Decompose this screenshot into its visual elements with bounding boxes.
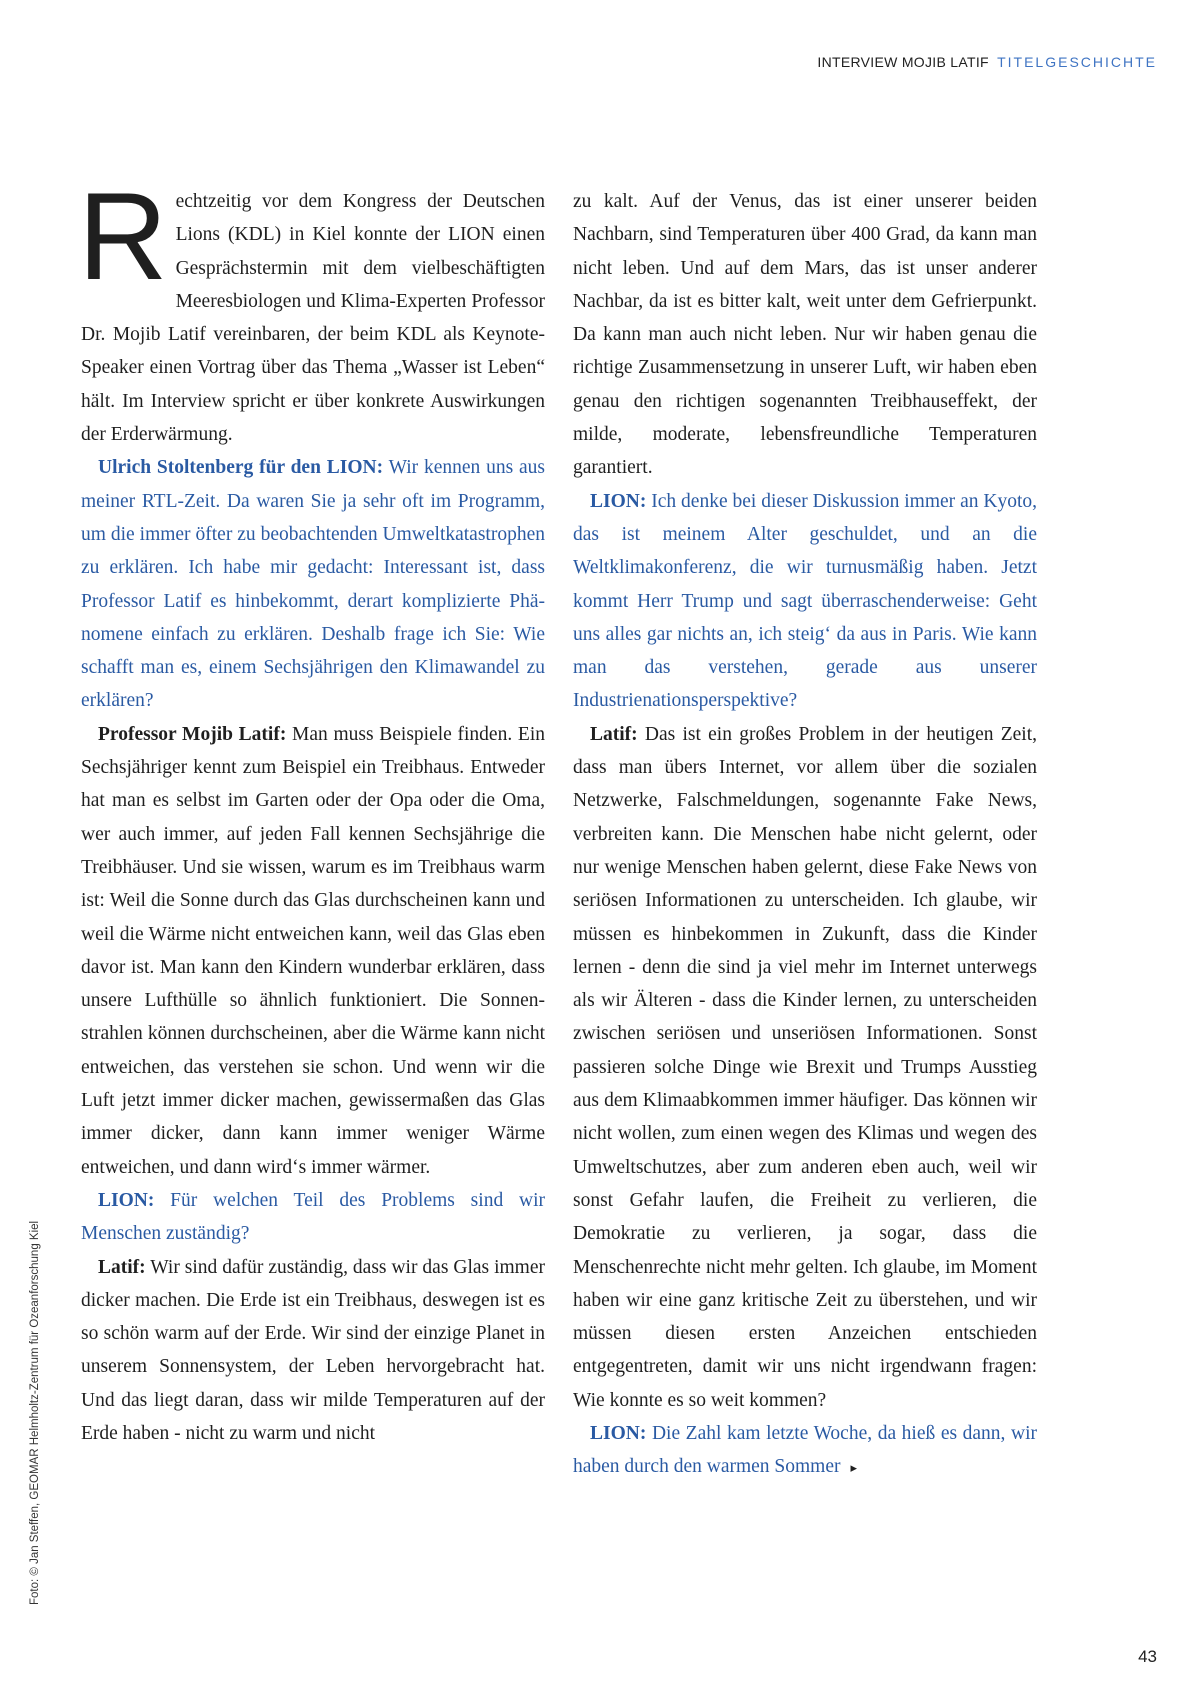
- interview-paragraph: [81, 718, 545, 1184]
- speaker-label: Latif:: [590, 723, 638, 745]
- photo-credit: Foto: © Jan Steffen, GEOMAR Helmholtz-Zentrum für Ozeanforschung Kiel: [29, 1220, 41, 1605]
- intro-text: echtzeitig vor dem Kongress der Deutschen Lions (KDL) in Kiel konnte der LION einen Gesprächstermin mit dem vielbeschäftigten Meeresbiologen und Klima-Experten Professor Dr. Mojib Latif vereinbaren, der beim KDL als Keynote-Speaker einen Vortrag über das Thema „Wasser ist Leben“ hält. Im Interview spricht er über konkrete Auswirkungen der Erderwärmung.: [81, 191, 545, 446]
- speaker-label: LION:: [590, 1422, 647, 1444]
- interview-paragraph: [81, 1184, 545, 1251]
- header-section: TITELGESCHICHTE: [997, 54, 1157, 70]
- header-title: INTERVIEW MOJIB LATIF: [817, 54, 989, 70]
- speaker-label: Latif:: [98, 1256, 146, 1278]
- page-number: 43: [1138, 1647, 1157, 1666]
- paragraph-text: zu kalt. Auf der Venus, das ist einer unserer beiden Nachbarn, sind Temperaturen über 400 Grad, da kann man nicht leben. Und auf dem Mars, das ist unser anderer Nachbar, da ist es bitter kalt, weit unter dem Gefrierpunkt. Da kann man auch nicht leben. Nur wir haben genau die richtige Zusammensetzung in unserer Luft, wir haben eben genau den richtigen sogenannten Treibhauseffekt, der milde, moderate, lebensfreundliche Temperaturen garantiert.: [573, 191, 1037, 479]
- speaker-label: LION:: [98, 1189, 155, 1211]
- paragraph-text: Die Zahl kam letzte Woche, da hieß es dann, wir haben durch den warmen Sommer: [573, 1422, 1038, 1478]
- interview-paragraph: [81, 451, 545, 717]
- paragraph-text: Man muss Beispiele finden. Ein Sechsjähriger kennt zum Beispiel ein Treibhaus. Entweder hat man es selbst im Garten oder der Opa oder die Oma, wer auch immer, auf jeden Fall kennen Sechsjährige die Treibhäuser. Und sie wissen, warum es im Treibhaus warm ist: Weil die Sonne durch das Glas durchscheinen kann und weil die Wärme nicht entweichen kann, weil das Glas eben davor ist. Man kann den Kindern wunderbar erklären, dass unsere Lufthülle so ähnlich funktioniert. Die Sonnenstrahlen können durchscheinen, aber die Wärme kann nicht entweichen, das verstehen sie schon. Und wenn wir die Luft jetzt immer dicker machen, gewissermaßen das Glas immer dicker, dann kann immer weniger Wärme entweichen, und dann wird‘s immer wärmer.: [81, 723, 545, 1178]
- interview-paragraph: [573, 1417, 1037, 1485]
- article-column-left: [78, 168, 546, 1450]
- paragraph-text: Wir kennen uns aus meiner RTL-Zeit. Da waren Sie ja sehr oft im Programm, um die immer öfter zu beobachtenden Umweltkatastrophen zu erklären. Ich habe mir gedacht: Interessant ist, dass Professor Latif es hinbekommt, derart komplizierte Phänomene einfach zu erklären. Deshalb frage ich Sie: Wie schafft man es, einem Sechsjährigen den Klimawandel zu erklären?: [81, 457, 545, 712]
- speaker-label: Professor Mojib Latif:: [98, 723, 287, 745]
- continuation-arrow-icon: ▸: [850, 1460, 858, 1476]
- interview-paragraph: [573, 185, 1037, 485]
- running-header: [817, 54, 1157, 70]
- interview-paragraph: [573, 485, 1037, 718]
- drop-cap: R: [78, 168, 168, 306]
- paragraph-text: Wir sind dafür zuständig, dass wir das Glas immer dicker machen. Die Erde ist ein Treibhaus, deswegen ist es so schön warm auf der Erde. Wir sind der einzige Planet in unserem Sonnensystem, der Leben hervorgebracht hat. Und das liegt daran, dass wir milde Temperaturen auf der Erde haben - nicht zu warm und nicht: [81, 1256, 545, 1444]
- paragraph-text: Das ist ein großes Problem in der heutigen Zeit, dass man übers Internet, vor allem über die sozialen Netzwerke, Falschmeldungen, sogenannte Fake News, verbreiten kann. Die Menschen habe nicht gelernt, oder nur wenige Menschen haben gelernt, diese Fake News von seriösen Informationen zu unterscheiden. Ich glaube, wir müssen es hinbekommen in Zukunft, dass die Kinder lernen - denn die sind ja viel mehr im Internet unterwegs als wir Älteren - dass die Kinder lernen, zu unterscheiden zwischen seriösen und unseriösen Informationen. Sonst passieren solche Dinge wie Brexit und Trumps Ausstieg aus dem Klimaabkommen immer häufiger. Das können wir nicht wollen, zum einen wegen des Klimas und wegen des Umweltschutzes, aber zum anderen eben auch, weil wir sonst Gefahr laufen, die Freiheit zu verlieren, die Demokratie zu verlieren, ja sogar, dass die Menschenrechte nicht mehr gelten. Ich glaube, im Moment haben wir eine ganz kritische Zeit zu überstehen, und wir müssen diesen ersten Anzeichen entschieden entgegentreten, damit wir uns nicht irgendwann fragen: Wie konnte es so weit kommen?: [573, 723, 1037, 1411]
- interview-paragraph: [81, 1251, 545, 1451]
- paragraph-text: Ich denke bei dieser Diskussion immer an Kyoto, das ist meinem Alter geschuldet, und an die Weltklimakonferenz, die wir turnusmäßig haben. Jetzt kommt Herr Trump und sagt überraschenderweise: Geht uns alles gar nichts an, ich steig‘ da aus in Paris. Wie kann man das verstehen, gerade aus unserer Industrienationsperspektive?: [573, 490, 1037, 712]
- paragraph-text: Für welchen Teil des Problems sind wir Menschen zuständig?: [81, 1189, 546, 1245]
- speaker-label: LION:: [590, 490, 647, 512]
- speaker-label: Ulrich Stoltenberg für den LION:: [98, 457, 384, 479]
- intro-paragraph: [78, 168, 545, 451]
- interview-paragraph: [573, 718, 1037, 1417]
- article-column-right: [573, 185, 1037, 1485]
